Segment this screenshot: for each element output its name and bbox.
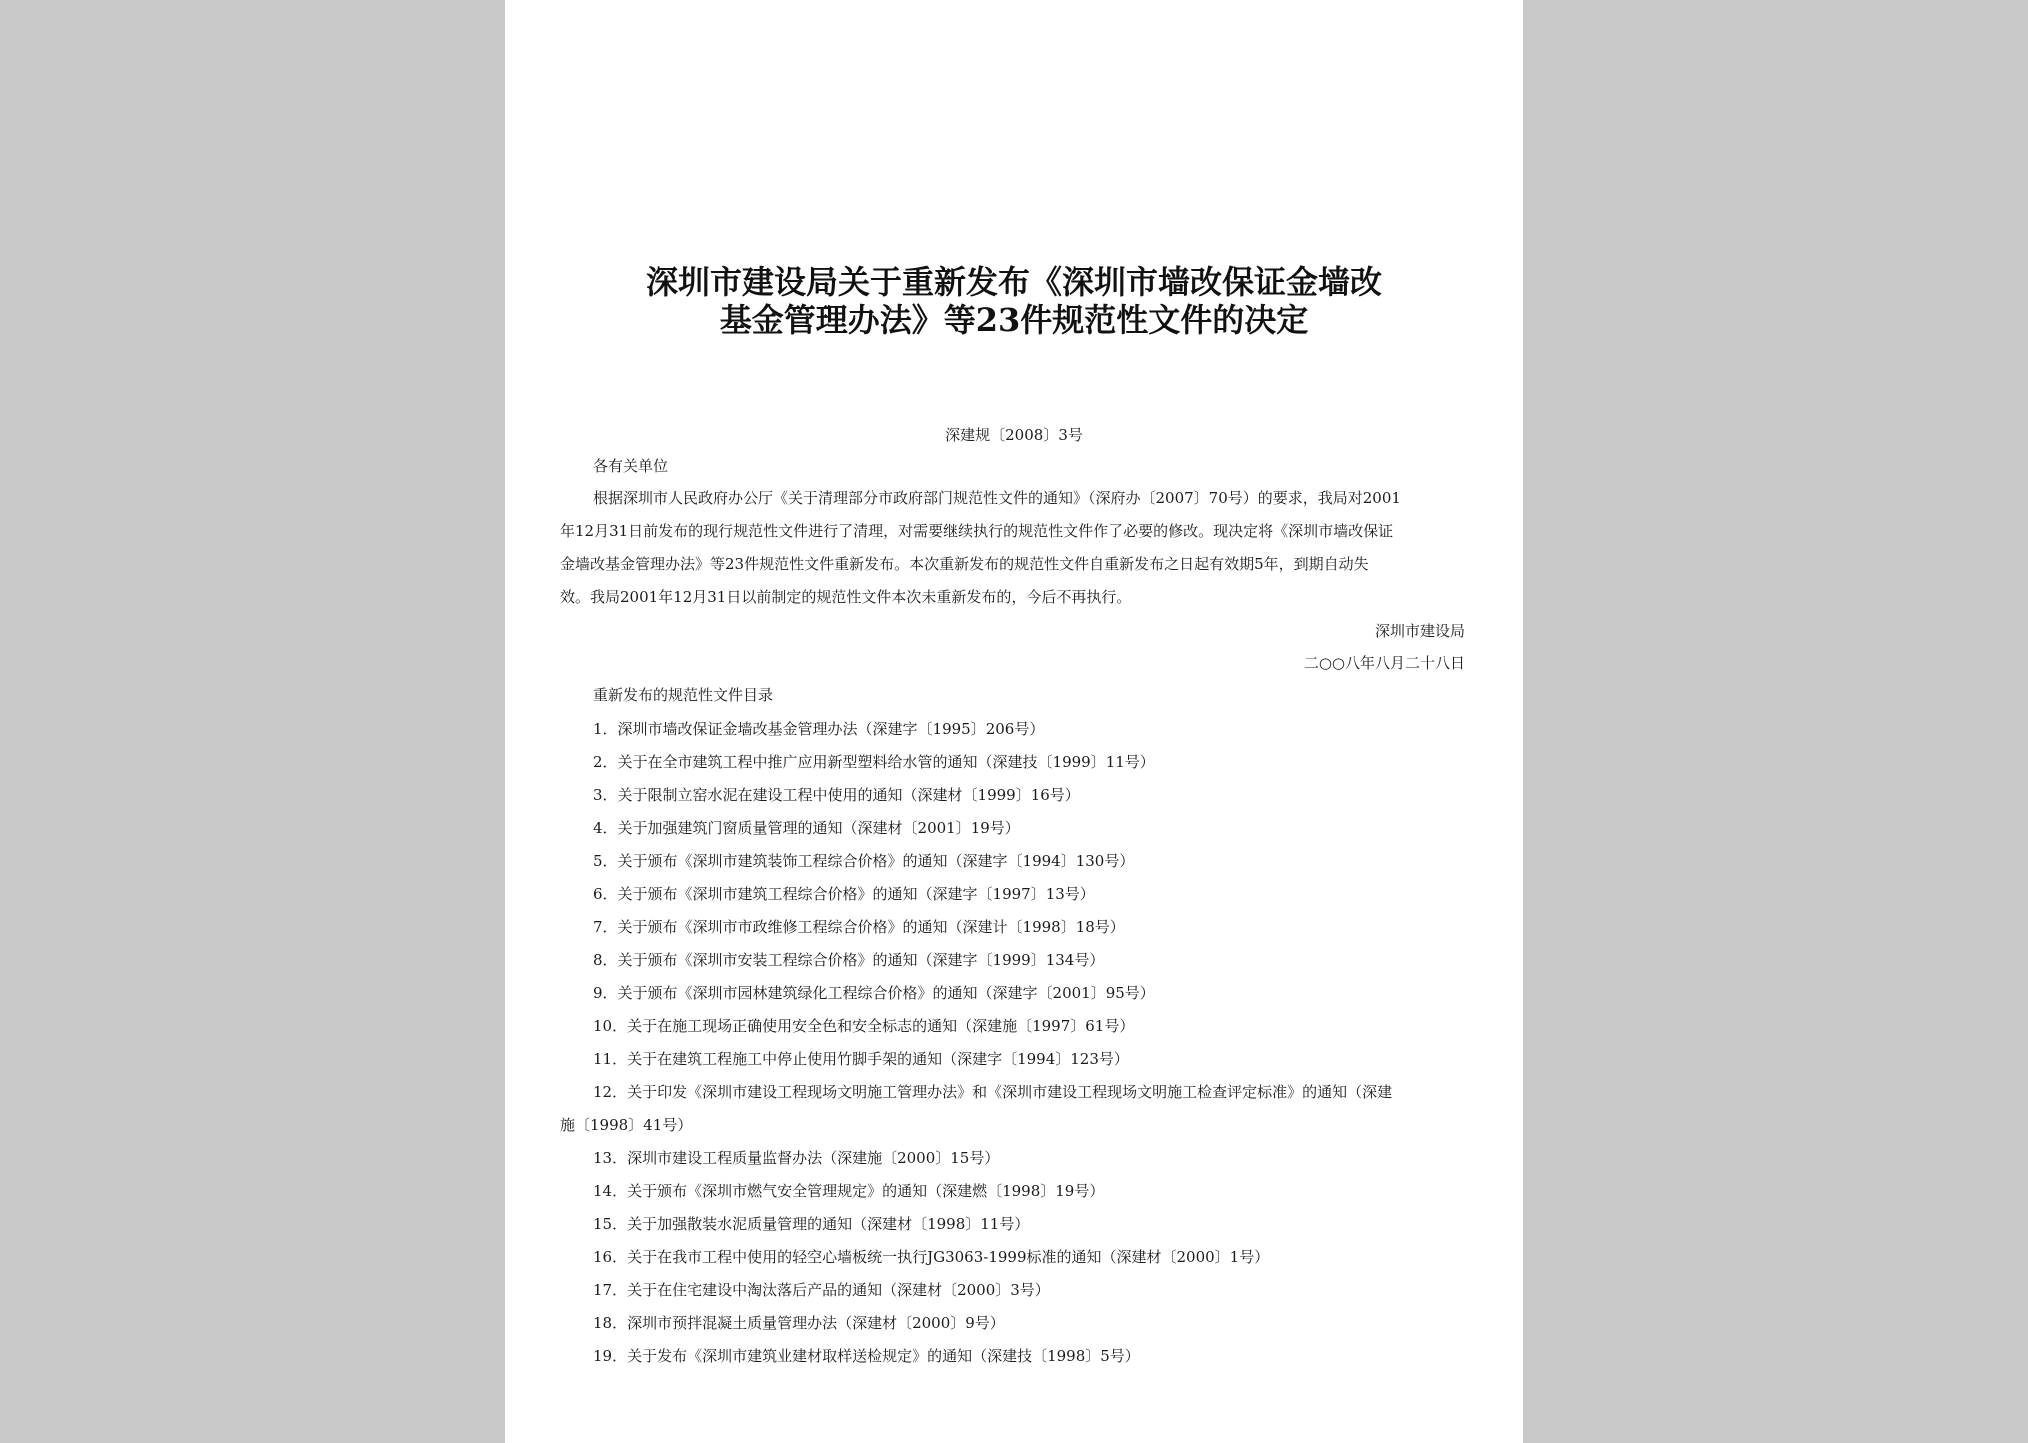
list-item: 11．关于在建筑工程施工中停止使用竹脚手架的通知（深建字〔1994〕123号） (593, 1050, 1129, 1068)
list-item: 2．关于在全市建筑工程中推广应用新型塑料给水管的通知（深建技〔1999〕11号） (593, 753, 1155, 771)
addressee: 各有关单位 (593, 457, 669, 475)
body-line: 年12月31日前发布的现行规范性文件进行了清理，对需要继续执行的规范性文件作了必要的修改。现决定将《深圳市墙改保证 (560, 522, 1394, 540)
list-item: 4．关于加强建筑门窗质量管理的通知（深建材〔2001〕19号） (593, 819, 1020, 837)
list-item: 5．关于颁布《深圳市建筑装饰工程综合价格》的通知（深建字〔1994〕130号） (593, 852, 1135, 870)
list-item: 8．关于颁布《深圳市安装工程综合价格》的通知（深建字〔1999〕134号） (593, 951, 1105, 969)
list-item: 10．关于在施工现场正确使用安全色和安全标志的通知（深建施〔1997〕61号） (593, 1017, 1135, 1035)
issuer: 深圳市建设局 (1374, 622, 1465, 640)
document-title-line-1: 深圳市建设局关于重新发布《深圳市墙改保证金墙改 (645, 263, 1382, 301)
body-line: 根据深圳市人民政府办公厅《关于清理部分市政府部门规范性文件的通知》（深府办〔2007〕70号）的要求，我局对2001 (593, 489, 1401, 507)
list-item: 16．关于在我市工程中使用的轻空心墙板统一执行JG3063-1999标准的通知（深建材〔2000〕1号） (593, 1248, 1270, 1266)
list-item: 7．关于颁布《深圳市市政维修工程综合价格》的通知（深建计〔1998〕18号） (593, 918, 1125, 936)
list-item: 9．关于颁布《深圳市园林建筑绿化工程综合价格》的通知（深建字〔2001〕95号） (593, 984, 1155, 1002)
list-item: 3．关于限制立窑水泥在建设工程中使用的通知（深建材〔1999〕16号） (593, 786, 1080, 804)
body-line: 金墙改基金管理办法》等23件规范性文件重新发布。本次重新发布的规范性文件自重新发布之日起有效期5年，到期自动失 (560, 555, 1369, 573)
list-item: 13．深圳市建设工程质量监督办法（深建施〔2000〕15号） (593, 1149, 1000, 1167)
list-item: 19．关于发布《深圳市建筑业建材取样送检规定》的通知（深建技〔1998〕5号） (593, 1347, 1140, 1365)
list-item: 12．关于印发《深圳市建设工程现场文明施工管理办法》和《深圳市建设工程现场文明施工检查评定标准》的通知（深建 (593, 1083, 1393, 1101)
list-item: 15．关于加强散装水泥质量管理的通知（深建材〔1998〕11号） (593, 1215, 1030, 1233)
list-heading: 重新发布的规范性文件目录 (593, 686, 774, 704)
list-item: 1．深圳市墙改保证金墙改基金管理办法（深建字〔1995〕206号） (593, 720, 1045, 738)
list-item: 14．关于颁布《深圳市燃气安全管理规定》的通知（深建燃〔1998〕19号） (593, 1182, 1105, 1200)
list-item: 6．关于颁布《深圳市建筑工程综合价格》的通知（深建字〔1997〕13号） (593, 885, 1095, 903)
list-item: 18．深圳市预拌混凝土质量管理办法（深建材〔2000〕9号） (593, 1314, 1005, 1332)
issue-date: 二○○八年八月二十八日 (1303, 654, 1465, 672)
list-item-continuation: 施〔1998〕41号） (560, 1116, 693, 1134)
list-item: 17．关于在住宅建设中淘汰落后产品的通知（深建材〔2000〕3号） (593, 1281, 1050, 1299)
body-line: 效。我局2001年12月31日以前制定的规范性文件本次未重新发布的，今后不再执行。 (560, 588, 1132, 606)
document-title-line-2: 基金管理办法》等23件规范性文件的决定 (719, 301, 1309, 339)
document-page (505, 0, 1523, 1443)
document-number: 深建规〔2008〕3号 (945, 426, 1083, 444)
